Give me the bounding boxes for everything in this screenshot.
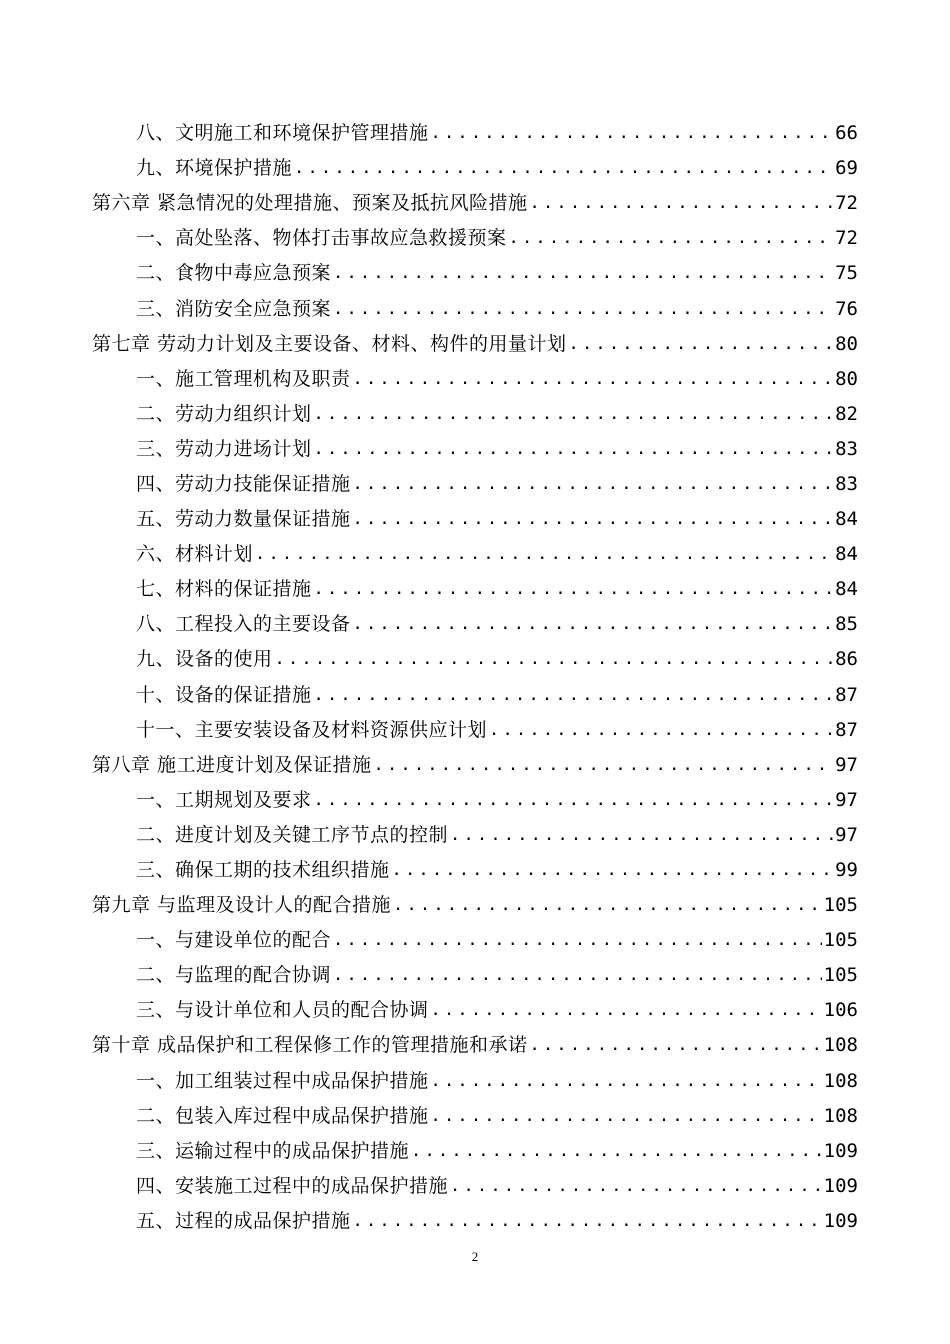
toc-dot-leader	[393, 897, 822, 914]
toc-entry-title: 七、材料的保证措施	[136, 578, 312, 601]
toc-dot-leader	[431, 1002, 822, 1019]
toc-entry-title: 三、劳动力进场计划	[136, 437, 312, 460]
toc-section-entry[interactable]	[0, 151, 950, 186]
page-number: 2	[471, 1249, 479, 1264]
toc-entry-title: 一、高处坠落、物体打击事故应急救援预案	[136, 227, 507, 250]
toc-entry-title: 一、工期规划及要求	[136, 788, 312, 811]
toc-entry-title: 二、进度计划及关键工序节点的控制	[136, 823, 449, 846]
toc-entry-page: 85	[835, 613, 858, 636]
toc-entry-page: 80	[835, 367, 858, 390]
toc-section-entry[interactable]	[0, 1134, 950, 1169]
toc-section-entry[interactable]	[0, 116, 950, 151]
toc-entry-title: 一、施工管理机构及职责	[136, 367, 351, 390]
toc-section-entry[interactable]	[0, 678, 950, 713]
toc-entry-page: 80	[835, 332, 858, 355]
toc-chapter-entry[interactable]	[0, 748, 950, 783]
toc-entry-title: 第十章 成品保护和工程保修工作的管理措施和承诺	[92, 1034, 528, 1057]
toc-entry-title: 二、食物中毒应急预案	[136, 262, 332, 285]
toc-entry-page: 108	[823, 1034, 858, 1057]
toc-entry-title: 二、劳动力组织计划	[136, 402, 312, 425]
toc-entry-title: 三、确保工期的技术组织措施	[136, 859, 390, 882]
toc-dot-leader	[450, 827, 833, 844]
toc-entry-page: 75	[835, 262, 858, 285]
toc-entry-page: 72	[835, 227, 858, 250]
toc-entry-title: 第六章 紧急情况的处理措施、预案及抵抗风险措施	[92, 192, 528, 215]
toc-section-entry[interactable]	[0, 607, 950, 642]
toc-dot-leader	[294, 160, 833, 177]
toc-entry-page: 69	[835, 157, 858, 180]
toc-chapter-entry[interactable]	[0, 1028, 950, 1063]
toc-entry-page: 109	[823, 1209, 858, 1232]
toc-entry-page: 76	[835, 297, 858, 320]
toc-entry-page: 97	[835, 823, 858, 846]
toc-section-entry[interactable]	[0, 537, 950, 572]
toc-section-entry[interactable]	[0, 783, 950, 818]
toc-dot-leader	[314, 792, 834, 809]
toc-entry-title: 二、包装入库过程中成品保护措施	[136, 1104, 429, 1127]
toc-dot-leader	[314, 406, 834, 423]
toc-entry-title: 九、环境保护措施	[136, 157, 293, 180]
toc-entry-page: 84	[835, 543, 858, 566]
toc-entry-page: 72	[835, 192, 858, 215]
toc-section-entry[interactable]	[0, 291, 950, 326]
toc-section-entry[interactable]	[0, 993, 950, 1028]
toc-entry-title: 十、设备的保证措施	[136, 683, 312, 706]
toc-entry-title: 三、与设计单位和人员的配合协调	[136, 999, 429, 1022]
toc-entry-page: 83	[835, 437, 858, 460]
toc-entry-title: 五、过程的成品保护措施	[136, 1209, 351, 1232]
toc-entry-page: 109	[823, 1139, 858, 1162]
toc-entry-page: 82	[835, 402, 858, 425]
toc-entry-title: 第七章 劳动力计划及主要设备、材料、构件的用量计划	[92, 332, 567, 355]
toc-section-entry[interactable]	[0, 853, 950, 888]
toc-dot-leader	[275, 651, 834, 668]
toc-dot-leader	[333, 932, 822, 949]
toc-section-entry[interactable]	[0, 958, 950, 993]
toc-dot-leader	[392, 862, 834, 879]
toc-dot-leader	[353, 476, 834, 493]
toc-dot-leader	[411, 1143, 822, 1160]
toc-entry-title: 第八章 施工进度计划及保证措施	[92, 753, 372, 776]
toc-dot-leader	[314, 687, 834, 704]
table-of-contents	[0, 116, 950, 1239]
toc-dot-leader	[530, 195, 834, 212]
toc-section-entry[interactable]	[0, 467, 950, 502]
toc-entry-page: 66	[835, 122, 858, 145]
toc-section-entry[interactable]	[0, 713, 950, 748]
toc-chapter-entry[interactable]	[0, 327, 950, 362]
toc-entry-title: 三、运输过程中的成品保护措施	[136, 1139, 410, 1162]
toc-entry-page: 105	[823, 929, 858, 952]
toc-entry-page: 84	[835, 578, 858, 601]
toc-section-entry[interactable]	[0, 818, 950, 853]
toc-dot-leader	[333, 967, 822, 984]
toc-chapter-entry[interactable]	[0, 888, 950, 923]
toc-dot-leader	[450, 1178, 822, 1195]
toc-chapter-entry[interactable]	[0, 186, 950, 221]
toc-entry-page: 99	[835, 859, 858, 882]
toc-section-entry[interactable]	[0, 256, 950, 291]
toc-entry-page: 84	[835, 508, 858, 531]
toc-dot-leader	[314, 581, 834, 598]
toc-entry-title: 五、劳动力数量保证措施	[136, 508, 351, 531]
toc-section-entry[interactable]	[0, 642, 950, 677]
toc-dot-leader	[374, 757, 834, 774]
toc-dot-leader	[530, 1037, 822, 1054]
toc-section-entry[interactable]	[0, 1099, 950, 1134]
toc-dot-leader	[255, 546, 833, 563]
toc-section-entry[interactable]	[0, 1204, 950, 1239]
toc-entry-page: 109	[823, 1174, 858, 1197]
toc-dot-leader	[431, 1073, 822, 1090]
toc-entry-page: 108	[823, 1069, 858, 1092]
toc-section-entry[interactable]	[0, 502, 950, 537]
toc-entry-title: 六、材料计划	[136, 543, 254, 566]
toc-entry-page: 97	[835, 753, 858, 776]
toc-dot-leader	[489, 722, 833, 739]
toc-dot-leader	[353, 511, 834, 528]
toc-entry-title: 一、与建设单位的配合	[136, 929, 332, 952]
toc-section-entry[interactable]	[0, 362, 950, 397]
toc-section-entry[interactable]	[0, 923, 950, 958]
toc-entry-title: 八、文明施工和环境保护管理措施	[136, 122, 429, 145]
toc-entry-page: 83	[835, 472, 858, 495]
toc-entry-page: 97	[835, 788, 858, 811]
toc-dot-leader	[314, 441, 834, 458]
toc-entry-page: 105	[823, 894, 858, 917]
toc-entry-title: 四、劳动力技能保证措施	[136, 472, 351, 495]
toc-dot-leader	[353, 371, 834, 388]
toc-entry-title: 三、消防安全应急预案	[136, 297, 332, 320]
toc-dot-leader	[353, 1213, 822, 1230]
toc-section-entry[interactable]	[0, 572, 950, 607]
toc-entry-page: 106	[823, 999, 858, 1022]
toc-entry-title: 十一、主要安装设备及材料资源供应计划	[136, 718, 488, 741]
toc-entry-page: 87	[835, 683, 858, 706]
toc-dot-leader	[431, 125, 834, 142]
toc-entry-title: 第九章 与监理及设计人的配合措施	[92, 894, 392, 917]
toc-entry-page: 86	[835, 648, 858, 671]
toc-entry-title: 九、设备的使用	[136, 648, 273, 671]
toc-entry-page: 108	[823, 1104, 858, 1127]
toc-entry-title: 一、加工组装过程中成品保护措施	[136, 1069, 429, 1092]
toc-section-entry[interactable]	[0, 397, 950, 432]
toc-entry-title: 八、工程投入的主要设备	[136, 613, 351, 636]
toc-dot-leader	[509, 230, 834, 247]
toc-entry-page: 87	[835, 718, 858, 741]
toc-section-entry[interactable]	[0, 221, 950, 256]
toc-dot-leader	[431, 1108, 822, 1125]
toc-dot-leader	[333, 265, 833, 282]
toc-dot-leader	[569, 336, 834, 353]
toc-section-entry[interactable]	[0, 1064, 950, 1099]
toc-dot-leader	[353, 616, 834, 633]
toc-dot-leader	[333, 301, 833, 318]
toc-entry-title: 四、安装施工过程中的成品保护措施	[136, 1174, 449, 1197]
toc-section-entry[interactable]	[0, 1169, 950, 1204]
toc-section-entry[interactable]	[0, 432, 950, 467]
toc-entry-page: 105	[823, 964, 858, 987]
toc-entry-title: 二、与监理的配合协调	[136, 964, 332, 987]
